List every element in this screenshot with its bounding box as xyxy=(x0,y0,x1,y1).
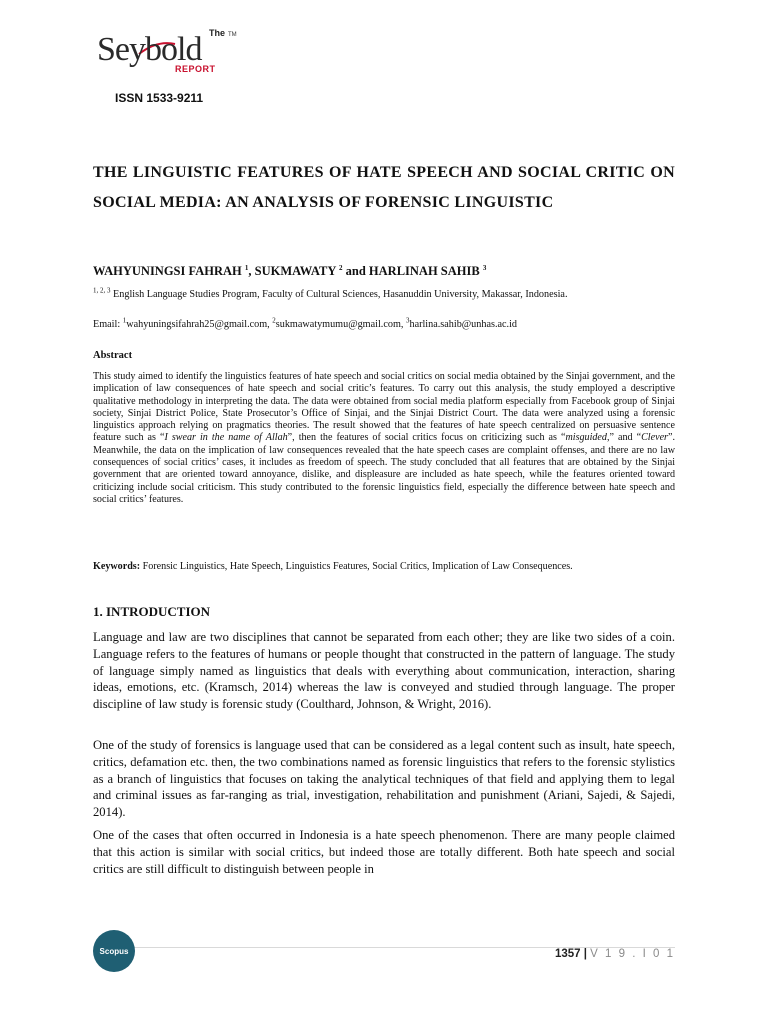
abstract-heading: Abstract xyxy=(93,350,133,361)
abstract-text: ”, then the features of social critics focus on criticizing such as “ xyxy=(287,432,566,444)
author-superscript: 2 xyxy=(339,263,343,272)
keywords xyxy=(93,561,675,573)
scopus-badge xyxy=(93,930,135,972)
abstract-quote: I swear in the name of Allah xyxy=(164,432,288,444)
affiliation-text: English Language Studies Program, Faculty of Cultural Sciences, Hasanuddin University, Makassar, Indonesia. xyxy=(113,289,568,300)
email-address[interactable]: harlina.sahib@unhas.ac.id xyxy=(409,319,518,330)
author-list: WAHYUNINGSI FAHRAH $^1$, SUKMAWATY $^2$ and HARLINAH SAHIB $^3$ xyxy=(93,263,487,278)
journal-logo xyxy=(97,28,237,78)
email-label: Email: xyxy=(93,319,121,330)
keywords-label: Keywords: xyxy=(93,561,141,572)
abstract-text: ”. Meanwhile, the data on the implication of law consequences revealed that the hate speech cases are complaint offenses, and there are no law consequences of social critics’ cases, it includes as freedom of speech. The study concluded that all features that are obtained by the Sinjai government that are oriented toward annoyance, dislike, and displeasure are included as hate speech, while the features oriented toward criticizing include social criticism. This study contributed to the forensic linguistics field, especially the difference between hate speech and social critics’ features. xyxy=(93,432,675,505)
email-superscript: 1 xyxy=(122,316,127,325)
paper-title: THE LINGUISTIC FEATURES OF HATE SPEECH AND SOCIAL CRITIC ON SOCIAL MEDIA: AN ANALYSIS OF FORENSIC LINGUISTIC xyxy=(93,164,675,211)
body-paragraph: One of the study of forensics is language used that can be considered as a legal content such as insult, hate speech, critics, defamation etc. then, the two combinations named as forensic linguistics that refers to the forensic stylistics as a branch of linguistics that focuses on taking the analytical techniques of that field and applying them to legal and criminal issues as far-ranging as trial, investigation, rehabilitation and punishment (Ariani, Sajedi, & Sajedi, 2014). xyxy=(93,738,675,820)
email-line xyxy=(93,316,675,332)
email-superscript: 3 xyxy=(405,316,410,325)
footer-info xyxy=(555,948,675,960)
author-name: SUKMAWATY xyxy=(254,264,336,278)
section-heading: 1. INTRODUCTION xyxy=(93,604,211,619)
abstract-quote: misguided xyxy=(565,432,607,444)
logo-name: Seybold xyxy=(97,31,202,68)
author-superscript: 1 xyxy=(244,263,249,272)
abstract-text: ,” and “ xyxy=(606,432,642,444)
email-address[interactable]: wahyuningsifahrah25@gmail.com, xyxy=(126,319,270,330)
logo-trademark: TM xyxy=(228,32,237,38)
email-superscript: 2 xyxy=(272,316,276,325)
body-paragraph: One of the cases that often occurred in Indonesia is a hate speech phenomenon. There are many people claimed that this action is similar with social critics, but indeed those are totally different. Both hate speech and social critics are still difficult to distinguish between people in xyxy=(93,828,675,876)
abstract-text: This study aimed to identify the linguistics features of hate speech and social critics on social media obtained by the Sinjai government, and the implication of law consequences of hate speech and social critic’s features. To carry out this analysis, the study employed a descriptive qualitative methodology in interpreting the data. The data were obtained from social media platform especially from Facebook group of Sinjai society, Sinjai District Police, State Prosecutor’s Office of Sinjai, and the Sinjai District Court. The data were analyzed using a forensic linguistics approach relying on pragmatics theories. The result showed that the features of hate speech centralized on persuasive sentence feature such as “ xyxy=(93,371,675,444)
issn: ISSN 1533-9211 xyxy=(115,91,204,105)
logo-report: REPORT xyxy=(175,64,216,74)
volume-issue: V 1 9 . I 0 1 xyxy=(590,948,675,960)
footer-separator: | xyxy=(583,948,587,960)
logo-the: The xyxy=(209,28,226,38)
affiliation-superscripts: 1, 2, 3 xyxy=(93,286,111,295)
author-name: HARLINAH SAHIB xyxy=(368,264,480,278)
abstract-quote: Clever xyxy=(641,432,668,444)
scopus-label: Scopus xyxy=(99,946,129,956)
author-superscript: 3 xyxy=(482,263,487,272)
page-number: 1357 xyxy=(554,948,581,960)
abstract-body xyxy=(93,371,675,506)
email-address[interactable]: sukmawatymumu@gmail.com, xyxy=(275,319,404,330)
affiliation xyxy=(93,286,675,302)
keywords-text: Forensic Linguistics, Hate Speech, Linguistics Features, Social Critics, Implication of Law Consequences. xyxy=(142,561,573,572)
body-paragraph: Language and law are two disciplines that cannot be separated from each other; they are like two sides of a coin. Language refers to the features of humans or people thought that constructed in the pattern of language. The study of language simply named as linguistics that deals with everything about communication, interaction, sharing ideas, emotions, etc. (Kramsch, 2014) whereas the law is conveyed and studied through language. The proper discipline of law study is forensic study (Coulthard, Johnson, & Wright, 2016). xyxy=(93,630,675,712)
author-name: WAHYUNINGSI FAHRAH xyxy=(93,264,242,278)
author-conjunction: and xyxy=(345,264,366,278)
